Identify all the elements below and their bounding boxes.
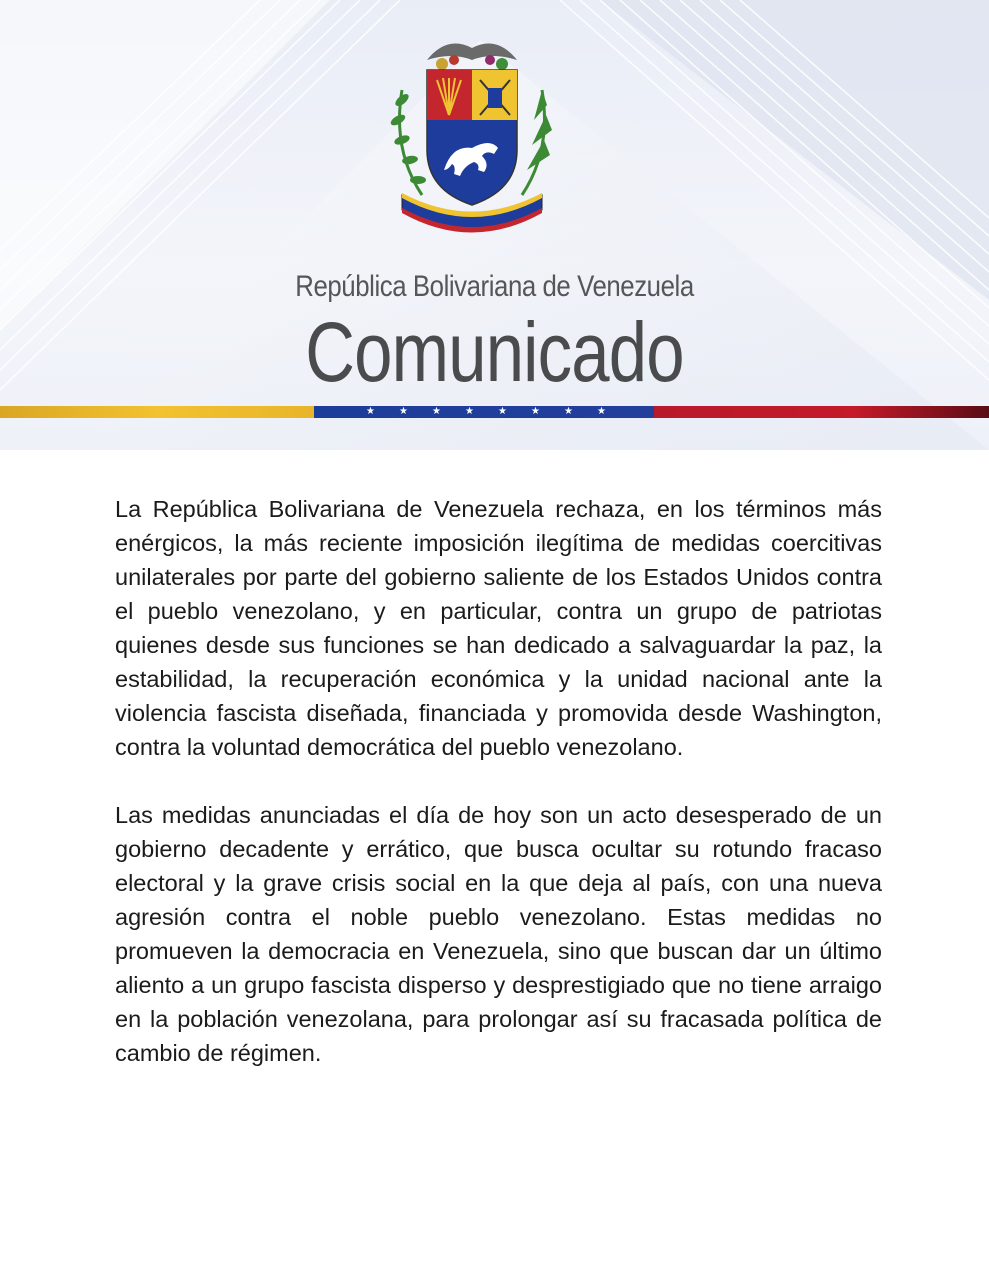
coat-of-arms-icon — [372, 30, 572, 260]
flag-stripe-yellow — [0, 406, 314, 418]
document-header — [0, 0, 989, 450]
flag-stripe-red — [654, 406, 989, 418]
country-name: República Bolivariana de Venezuela — [295, 270, 694, 303]
flag-stripe-blue — [314, 406, 654, 418]
star-icon: ★ — [597, 406, 606, 417]
flag-stripe — [0, 406, 989, 418]
star-icon: ★ — [531, 406, 540, 417]
star-icon: ★ — [432, 406, 441, 417]
page-title: Comunicado — [305, 305, 684, 399]
star-icon: ★ — [399, 406, 408, 417]
paragraph: Las medidas anunciadas el día de hoy son un acto desesperado de un gobierno decadente y errático, que busca ocultar su rotundo fracaso electoral y la grave crisis social en la que deja al país, con una nueva agresión contra el noble pueblo venezolano. Estas medidas no promueven la democracia en Venezuela, sino que buscan dar un último aliento a un grupo fascista disperso y desprestigiado que no tiene arraigo en la población venezolana, para prolongar así su fracasada política de cambio de régimen. — [115, 802, 882, 1066]
communique-body — [115, 492, 882, 1104]
star-icon: ★ — [366, 406, 375, 417]
stars-row — [366, 403, 606, 421]
star-icon: ★ — [564, 406, 573, 417]
star-icon: ★ — [498, 406, 507, 417]
star-icon: ★ — [465, 406, 474, 417]
paragraph: La República Bolivariana de Venezuela rechaza, en los términos más enérgicos, la más reciente imposición ilegítima de medidas coercitivas unilaterales por parte del gobierno saliente de los Estados Unidos contra el pueblo venezolano, y en particular, contra un grupo de patriotas quienes desde sus funciones se han dedicado a salvaguardar la paz, la estabilidad, la recuperación económica y la unidad nacional ante la violencia fascista diseñada, financiada y promovida desde Washington, contra la voluntad democrática del pueblo venezolano. — [115, 496, 882, 760]
